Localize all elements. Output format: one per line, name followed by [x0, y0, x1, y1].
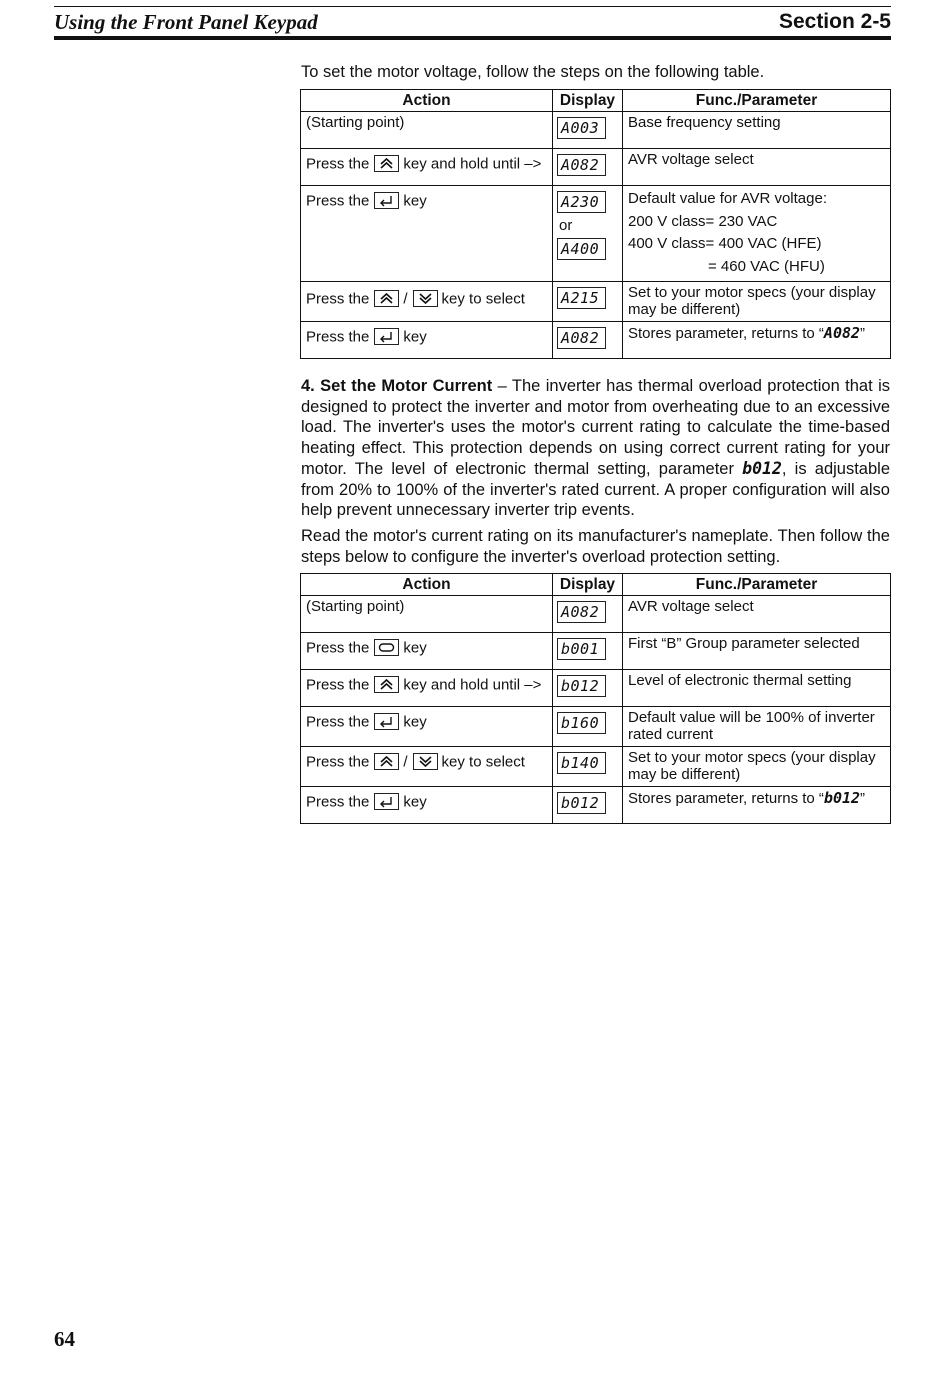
action-text: Press the — [306, 290, 370, 308]
header-display: Display — [553, 90, 623, 112]
paragraph-text: , is adjustable from 20% to 100% of the inverter's rated current. A proper configuration will also help prevent unnecessary inverter trip events. — [301, 459, 890, 520]
action-cell — [301, 322, 553, 359]
action-cell: (Starting point) — [301, 112, 553, 149]
func-cell — [623, 787, 891, 824]
header-title: Using the Front Panel Keypad — [54, 10, 318, 34]
display-cell — [553, 322, 623, 359]
intro-text: To set the motor voltage, follow the steps on the following table. — [301, 63, 765, 81]
header-display: Display — [553, 574, 623, 596]
table-row — [301, 707, 891, 747]
display-cell — [553, 633, 623, 670]
down-arrow-key-icon — [413, 290, 438, 307]
display-cell — [553, 596, 623, 633]
param-code: b012 — [823, 789, 861, 807]
action-text: key to select — [441, 753, 525, 771]
action-text: key — [403, 192, 427, 210]
lcd-display: b012 — [557, 675, 606, 697]
page-number: 64 — [54, 1327, 75, 1351]
header-action: Action — [301, 574, 553, 596]
action-text: Press the — [306, 192, 370, 210]
paragraph-text: – The inverter has thermal overload protection that is designed to protect the inverter and motor from overheating due to an excessive load. The inverter's uses the motor's current rating to calculate the time-based heating effect. This protection depends on using correct current rating for your motor. The level of electronic thermal setting, parameter — [301, 377, 890, 478]
func-line: 400 V class= 400 VAC (HFE) — [628, 235, 822, 252]
func-text: Stores parameter, returns to “ — [628, 790, 824, 807]
action-text: Press the — [306, 793, 370, 811]
up-arrow-key-icon — [374, 753, 399, 770]
lcd-display: A082 — [557, 154, 606, 176]
lcd-display: A215 — [557, 287, 606, 309]
table-row — [301, 670, 891, 707]
up-arrow-key-icon — [374, 676, 399, 693]
action-text: key — [403, 639, 427, 657]
action-cell — [301, 670, 553, 707]
func-text: Stores parameter, returns to “ — [628, 325, 824, 342]
lcd-display: A082 — [557, 327, 606, 349]
store-enter-key-icon — [374, 793, 399, 810]
action-text: Press the — [306, 155, 370, 173]
action-cell — [301, 186, 553, 282]
action-text: key — [403, 328, 427, 346]
store-enter-key-icon — [374, 328, 399, 345]
lcd-display: A230 — [557, 191, 606, 213]
func-cell — [623, 186, 891, 282]
or-label: or — [559, 217, 573, 234]
store-enter-key-icon — [374, 713, 399, 730]
table-row — [301, 186, 891, 282]
action-cell — [301, 787, 553, 824]
action-text: Press the — [306, 328, 370, 346]
action-text: Press the — [306, 753, 370, 771]
func-cell: Level of electronic thermal setting — [623, 670, 891, 707]
func-line: Default value for AVR voltage: — [628, 190, 827, 207]
table-row — [301, 787, 891, 824]
nameplate-paragraph: Read the motor's current rating on its manufacturer's nameplate. Then follow the steps below to configure the inverter's overload protection setting. — [301, 527, 890, 566]
table-row — [301, 747, 891, 787]
function-key-icon — [374, 639, 399, 656]
motor-current-paragraph — [301, 376, 890, 521]
slash-text: / — [403, 753, 408, 771]
display-cell — [553, 670, 623, 707]
table-row — [301, 633, 891, 670]
down-arrow-key-icon — [413, 753, 438, 770]
table-header-row — [301, 90, 891, 112]
slash-text: / — [403, 290, 408, 308]
header-section: Section 2-5 — [778, 10, 891, 33]
func-line: = 460 VAC (HFU) — [708, 257, 825, 275]
action-cell — [301, 633, 553, 670]
table-row — [301, 596, 891, 633]
action-text: Press the — [306, 713, 370, 731]
lcd-display: A003 — [557, 117, 606, 139]
lcd-display: b140 — [557, 752, 606, 774]
action-text: Press the — [306, 676, 370, 694]
action-text: Press the — [306, 639, 370, 657]
action-cell — [301, 282, 553, 322]
action-text: key — [403, 713, 427, 731]
up-arrow-key-icon — [374, 290, 399, 307]
lcd-display: A400 — [557, 238, 606, 260]
table-row — [301, 322, 891, 359]
display-cell — [553, 282, 623, 322]
lcd-display: b001 — [557, 638, 606, 660]
header-func: Func./Parameter — [623, 574, 891, 596]
header-action: Action — [301, 90, 553, 112]
func-cell: Set to your motor specs (your display may be different) — [623, 282, 891, 322]
table-row — [301, 149, 891, 186]
display-cell — [553, 149, 623, 186]
display-cell — [553, 186, 623, 282]
step-heading: 4. Set the Motor Current — [301, 377, 493, 395]
action-text: key and hold until –> — [403, 155, 542, 173]
func-cell: Base frequency setting — [623, 112, 891, 149]
header-rule-top — [54, 6, 891, 7]
action-text: key to select — [441, 290, 525, 308]
current-steps-table — [300, 573, 891, 824]
display-cell — [553, 707, 623, 747]
lcd-display: b012 — [557, 792, 606, 814]
voltage-steps-table — [300, 89, 891, 359]
action-cell: (Starting point) — [301, 596, 553, 633]
param-code: A082 — [823, 324, 861, 342]
func-text: ” — [860, 325, 866, 342]
table-row — [301, 112, 891, 149]
action-cell — [301, 707, 553, 747]
func-line: 200 V class= 230 VAC — [628, 212, 778, 230]
header-func: Func./Parameter — [623, 90, 891, 112]
table-header-row — [301, 574, 891, 596]
display-cell — [553, 787, 623, 824]
func-cell: Set to your motor specs (your display may be different) — [623, 747, 891, 787]
action-text: key and hold until –> — [403, 676, 542, 694]
action-cell — [301, 149, 553, 186]
lcd-display: b160 — [557, 712, 606, 734]
func-text: ” — [860, 790, 866, 807]
table-row — [301, 282, 891, 322]
up-arrow-key-icon — [374, 155, 399, 172]
action-cell — [301, 747, 553, 787]
func-cell: Default value will be 100% of inverter rated current — [623, 707, 891, 747]
func-cell: AVR voltage select — [623, 149, 891, 186]
param-code: b012 — [742, 458, 782, 478]
func-cell — [623, 322, 891, 359]
lcd-display: A082 — [557, 601, 606, 623]
display-cell — [553, 747, 623, 787]
header-rule-bottom — [54, 36, 891, 40]
func-cell: First “B” Group parameter selected — [623, 633, 891, 670]
func-cell: AVR voltage select — [623, 596, 891, 633]
store-enter-key-icon — [374, 192, 399, 209]
display-cell — [553, 112, 623, 149]
action-text: key — [403, 793, 427, 811]
